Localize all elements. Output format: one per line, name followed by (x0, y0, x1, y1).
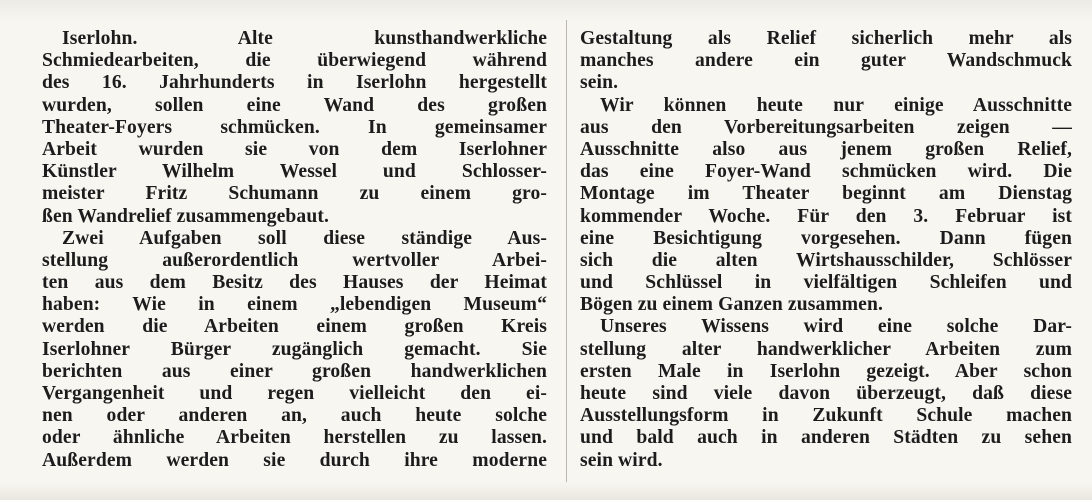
text-line: haben: Wie in einem „lebendigen Museum“ (42, 294, 547, 316)
text-line: ten aus dem Besitz des Hauses der Heimat (42, 272, 547, 294)
text-line: kommender Woche. Für den 3. Februar ist (580, 205, 1072, 227)
article-column-left (42, 28, 547, 472)
text-line: Ausschnitte also aus jenem großen Relief, (580, 138, 1072, 160)
text-line: meister Fritz Schumann zu einem gro- (42, 183, 547, 205)
text-line: wurden, sollen eine Wand des großen (42, 94, 547, 116)
text-line: manches andere ein guter Wandschmuck (580, 50, 1072, 72)
text-line: Wir können heute nur einige Ausschnitte (600, 94, 1072, 116)
text-line: Bögen zu einem Ganzen zusammen. (580, 294, 883, 316)
text-line: werden die Arbeiten einem großen Kreis (42, 316, 547, 338)
text-line: Schmiedearbeiten, die überwiegend während (42, 50, 547, 72)
text-line: oder ähnliche Arbeiten herstellen zu lassen. (42, 427, 547, 449)
text-line: stellung alter handwerklicher Arbeiten zum (580, 338, 1072, 360)
text-line: eine Besichtigung vorgesehen. Dann fügen (580, 227, 1072, 249)
text-line: sein. (580, 72, 619, 94)
text-line: nen oder anderen an, auch heute solche (42, 405, 547, 427)
text-line: berichten aus einer großen handwerklichen (42, 360, 547, 382)
text-line: und Schlüssel in vielfältigen Schleifen und (580, 272, 1072, 294)
text-line: Arbeit wurden sie von dem Iserlohner (42, 138, 547, 160)
text-line: ßen Wandrelief zusammengebaut. (42, 205, 329, 227)
text-line: des 16. Jahrhunderts in Iserlohn hergestellt (42, 72, 547, 94)
text-line: Gestaltung als Relief sicherlich mehr als (580, 28, 1072, 49)
text-line: sich die alten Wirtshausschilder, Schlösser (580, 249, 1072, 271)
text-line: das eine Foyer-Wand schmücken wird. Die (580, 161, 1072, 183)
text-line: Vergangenheit und regen vielleicht den ei- (42, 383, 547, 404)
text-line: ersten Male in Iserlohn gezeigt. Aber schon (580, 360, 1072, 382)
column-divider (566, 20, 567, 490)
text-line: sein wird. (580, 449, 663, 471)
text-line: und bald auch in anderen Städten zu sehen (580, 427, 1072, 449)
text-line: Theater-Foyers schmücken. In gemeinsamer (42, 116, 547, 138)
text-line: Ausstellungsform in Zukunft Schule machen (580, 405, 1072, 427)
text-line: aus den Vorbereitungsarbeiten zeigen — (580, 116, 1072, 138)
text-line: Künstler Wilhelm Wessel und Schlosser- (42, 161, 547, 183)
paper-edge (0, 0, 1092, 22)
text-line: Iserlohn. Alte kunsthandwerkliche (62, 28, 547, 49)
text-line: stellung außerordentlich wertvoller Arbei- (42, 249, 547, 271)
paper-edge-bottom (0, 482, 1092, 500)
text-line: Iserlohner Bürger zugänglich gemacht. Sie (42, 338, 547, 360)
text-line: heute sind viele davon überzeugt, daß diese (580, 383, 1072, 404)
text-line: Unseres Wissens wird eine solche Dar- (600, 316, 1072, 338)
article-column-right (580, 28, 1072, 472)
text-line: Montage im Theater beginnt am Dienstag (580, 183, 1072, 205)
text-line: Zwei Aufgaben soll diese ständige Aus- (62, 227, 547, 249)
text-line: Außerdem werden sie durch ihre moderne (42, 449, 547, 471)
